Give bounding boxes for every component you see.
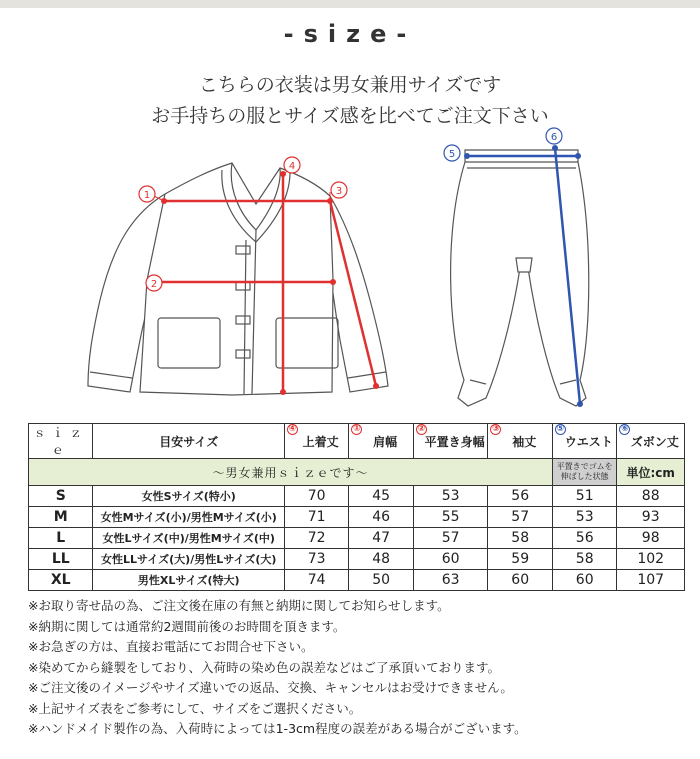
row-desc: 男性XLサイズ(特大)	[93, 570, 284, 591]
cell-pants-length: 88	[617, 486, 685, 507]
cell-jacket-length: 70	[284, 486, 348, 507]
note-item: ※染めてから縫製をしており、入荷時の染め色の誤差などはご了承頂いております。	[28, 659, 500, 675]
header-body-width: ② 平置き身幅	[413, 424, 488, 459]
cell-shoulder-width: 47	[349, 528, 413, 549]
note-item: ※ご注文後のイメージやサイズ違いでの返品、交換、キャンセルはお受けできません。	[28, 680, 513, 695]
cell-jacket-length: 73	[284, 549, 348, 570]
marker-4-label: 4	[288, 161, 296, 172]
cell-jacket-length: 74	[284, 570, 348, 591]
cell-pants-length: 98	[617, 528, 685, 549]
header-pants-length: ⑥ ズボン丈	[617, 424, 685, 459]
table-row	[29, 549, 685, 570]
cell-waist: 53	[552, 507, 616, 528]
marker-1-label: 1	[143, 190, 151, 201]
cell-body-width: 55	[413, 507, 488, 528]
header-jacket-length: ④ 上着丈	[284, 424, 348, 459]
note-item: ※お取り寄せ品の為、ご注文後在庫の有無と納期に関してお知らせします。	[28, 598, 450, 613]
cell-sleeve-length: 56	[488, 486, 552, 507]
cell-sleeve-length: 60	[488, 570, 552, 591]
cell-body-width: 63	[413, 570, 488, 591]
cell-waist: 60	[552, 570, 616, 591]
note-item: ※お急ぎの方は、直接お電話にてお問合せ下さい。	[28, 639, 314, 654]
marker-6-label: 6	[550, 132, 558, 143]
note-item: ※上記サイズ表をご参考にして、サイズをご選択ください。	[28, 700, 362, 716]
top-border	[0, 0, 700, 8]
header-shoulder-width: ① 肩幅	[349, 424, 413, 459]
cell-body-width: 57	[413, 528, 488, 549]
row-desc: 女性Sサイズ(特小)	[93, 486, 284, 507]
cell-pants-length: 102	[617, 549, 685, 570]
table-header-row	[29, 424, 685, 459]
row-size: L	[29, 528, 93, 549]
header-size: ｓｉｚｅ	[29, 424, 93, 459]
size-table	[28, 423, 685, 591]
row-desc: 女性LLサイズ(大)/男性Lサイズ(大)	[93, 549, 284, 570]
cell-waist: 56	[552, 528, 616, 549]
marker-3-label: 3	[335, 186, 343, 197]
subtitle-unisex: こちらの衣装は男女兼用サイズです	[198, 74, 502, 96]
cell-waist: 51	[552, 486, 616, 507]
row-size: S	[29, 486, 93, 507]
marker-2-label: 2	[150, 279, 158, 290]
note-item: ※ハンドメイド製作の為、入荷時によっては1-3cm程度の誤差がある場合がございます。	[28, 721, 527, 736]
row-size: M	[29, 507, 93, 528]
marker-5-label: 5	[448, 149, 456, 160]
table-row	[29, 486, 685, 507]
header-waist: ⑤ ウエスト	[552, 424, 616, 459]
row-size: LL	[29, 549, 93, 570]
cell-shoulder-width: 48	[349, 549, 413, 570]
header-sleeve-length: ③ 袖丈	[488, 424, 552, 459]
garment-diagram	[0, 120, 700, 420]
subtitle-compare: お手持ちの服とサイズ感を比べてご注文下さい	[151, 105, 549, 127]
row-size: XL	[29, 570, 93, 591]
jacket-illustration	[88, 163, 388, 395]
cell-sleeve-length: 58	[488, 528, 552, 549]
page-title: -size-	[283, 20, 417, 48]
unisex-band: ～男女兼用ｓｉｚｅです～	[29, 459, 553, 486]
cell-pants-length: 93	[617, 507, 685, 528]
unit-label: 単位:cm	[617, 459, 685, 486]
row-desc: 女性Mサイズ(小)/男性Mサイズ(小)	[93, 507, 284, 528]
cell-sleeve-length: 59	[488, 549, 552, 570]
table-band-row	[29, 459, 685, 486]
cell-body-width: 60	[413, 549, 488, 570]
cell-shoulder-width: 50	[349, 570, 413, 591]
table-row	[29, 570, 685, 591]
note-item: ※納期に関しては通常約2週間前後のお時間を頂きます。	[28, 618, 346, 634]
table-row	[29, 528, 685, 549]
cell-pants-length: 107	[617, 570, 685, 591]
cell-body-width: 53	[413, 486, 488, 507]
cell-jacket-length: 72	[284, 528, 348, 549]
cell-sleeve-length: 57	[488, 507, 552, 528]
cell-shoulder-width: 45	[349, 486, 413, 507]
row-desc: 女性Lサイズ(中)/男性Mサイズ(中)	[93, 528, 284, 549]
header-guide-size: 目安サイズ	[93, 424, 284, 459]
cell-waist: 58	[552, 549, 616, 570]
table-row	[29, 507, 685, 528]
waist-note: 平置きでゴムを伸ばした状態	[552, 459, 616, 486]
notes-list	[28, 596, 688, 740]
cell-jacket-length: 71	[284, 507, 348, 528]
cell-shoulder-width: 46	[349, 507, 413, 528]
